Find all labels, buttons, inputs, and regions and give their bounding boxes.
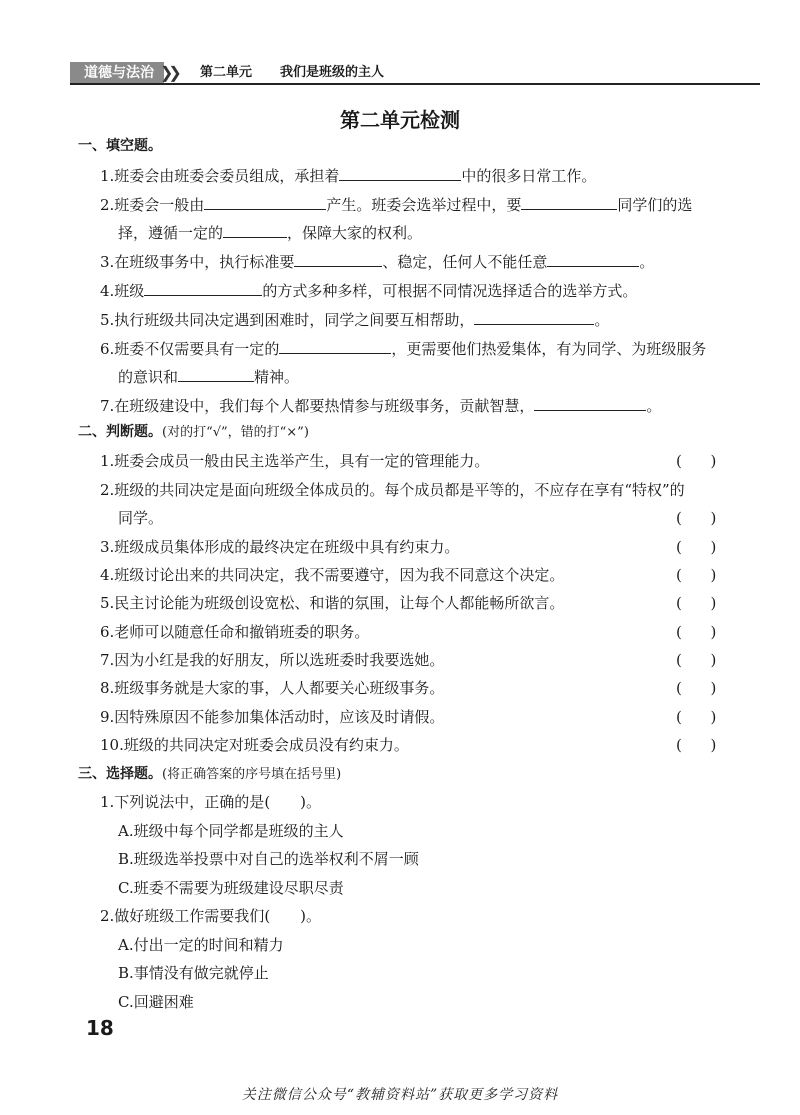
judge-item-2-cont: 同学。 bbox=[118, 509, 164, 527]
judge-item-4: 4.班级讨论出来的共同决定，我不需要遵守，因为我不同意这个决定。 bbox=[100, 566, 565, 584]
answer-parentheses[interactable]: ( ) bbox=[676, 452, 717, 470]
question-text: 。 bbox=[594, 311, 610, 329]
question-text: 。 bbox=[646, 397, 662, 415]
answer-blank[interactable] bbox=[294, 250, 382, 267]
fill-question-5 bbox=[100, 308, 609, 330]
question-text: 的意识和 bbox=[118, 368, 179, 386]
judge-item-10: 10.班级的共同决定对班委会成员没有约束力。 bbox=[100, 736, 409, 754]
answer-blank[interactable] bbox=[474, 308, 594, 325]
fill-question-6-cont bbox=[118, 365, 299, 387]
header-topic: 我们是班级的主人 bbox=[280, 65, 385, 80]
question-text: 产生。班委会选举过程中，要 bbox=[326, 196, 522, 214]
header-unit: 第二单元 bbox=[200, 65, 253, 80]
answer-parentheses[interactable]: ( ) bbox=[676, 679, 717, 697]
answer-blank[interactable] bbox=[521, 193, 617, 210]
choice-option[interactable]: B.班级选举投票中对自己的选举权利不屑一顾 bbox=[118, 850, 419, 868]
judge-item-9: 9.因特殊原因不能参加集体活动时，应该及时请假。 bbox=[100, 708, 445, 726]
answer-parentheses[interactable]: ( ) bbox=[676, 566, 717, 584]
judge-item-5: 5.民主讨论能为班级创设宽松、和谐的氛围，让每个人都能畅所欲言。 bbox=[100, 594, 565, 612]
question-text: 的方式多种多样，可根据不同情况选择适合的选举方式。 bbox=[262, 282, 638, 300]
header-divider bbox=[70, 83, 760, 85]
choice-question-1: 1.下列说法中，正确的是( )。 bbox=[100, 793, 322, 811]
choice-option[interactable]: C.班委不需要为班级建设尽职尽责 bbox=[118, 879, 344, 897]
section-title: 三、选择题。 bbox=[78, 766, 162, 782]
question-text: 。 bbox=[639, 253, 655, 271]
answer-parentheses[interactable]: ( ) bbox=[676, 623, 717, 641]
section-heading-fill: 一、填空题。 bbox=[78, 138, 162, 154]
question-text: 中的很多日常工作。 bbox=[461, 167, 597, 185]
answer-blank[interactable] bbox=[534, 394, 646, 411]
choice-option[interactable]: A.付出一定的时间和精力 bbox=[118, 936, 284, 954]
choice-question-2: 2.做好班级工作需要我们( )。 bbox=[100, 907, 322, 925]
question-text: 择，遵循一定的 bbox=[118, 224, 224, 242]
judge-item-2: 2.班级的共同决定是面向班级全体成员的。每个成员都是平等的，不应存在享有“特权”的 bbox=[100, 481, 685, 499]
question-text: 7.在班级建设中，我们每个人都要热情参与班级事务，贡献智慧， bbox=[100, 397, 535, 415]
section-title: 二、判断题。 bbox=[78, 424, 162, 440]
answer-parentheses[interactable]: ( ) bbox=[676, 708, 717, 726]
question-text: 4.班级 bbox=[100, 282, 145, 300]
answer-blank[interactable] bbox=[178, 365, 254, 382]
answer-parentheses[interactable]: ( ) bbox=[676, 651, 717, 669]
answer-blank[interactable] bbox=[223, 221, 287, 238]
section-heading-choice bbox=[78, 764, 341, 785]
question-text: 同学们的选 bbox=[617, 196, 693, 214]
fill-question-4 bbox=[100, 279, 637, 301]
choice-option[interactable]: C.回避困难 bbox=[118, 993, 194, 1011]
choice-option[interactable]: A.班级中每个同学都是班级的主人 bbox=[118, 822, 344, 840]
answer-blank[interactable] bbox=[547, 250, 639, 267]
fill-question-7 bbox=[100, 394, 661, 416]
page-title: 第二单元检测 bbox=[340, 108, 460, 132]
answer-parentheses[interactable]: ( ) bbox=[676, 538, 717, 556]
section-heading-judge bbox=[78, 422, 309, 443]
footer-note: 关注微信公众号“教辅资料站”获取更多学习资料 bbox=[241, 1087, 559, 1103]
question-text: 2.班委会一般由 bbox=[100, 196, 205, 214]
choice-option[interactable]: B.事情没有做完就停止 bbox=[118, 964, 269, 982]
fill-question-1 bbox=[100, 164, 596, 186]
double-chevron-icon: ❯❯ bbox=[160, 63, 177, 82]
question-text: 3.在班级事务中，执行标准要 bbox=[100, 253, 295, 271]
question-text: 5.执行班级共同决定遇到困难时，同学之间要互相帮助， bbox=[100, 311, 475, 329]
question-text: 1.班委会由班委会委员组成，承担着 bbox=[100, 167, 340, 185]
answer-blank[interactable] bbox=[279, 337, 391, 354]
page-header bbox=[70, 62, 760, 84]
judge-item-8: 8.班级事务就是大家的事，人人都要关心班级事务。 bbox=[100, 679, 445, 697]
judge-item-7: 7.因为小红是我的好朋友，所以选班委时我要选她。 bbox=[100, 651, 445, 669]
judge-item-3: 3.班级成员集体形成的最终决定在班级中具有约束力。 bbox=[100, 538, 460, 556]
answer-blank[interactable] bbox=[204, 193, 326, 210]
answer-parentheses[interactable]: ( ) bbox=[676, 509, 717, 527]
answer-parentheses[interactable]: ( ) bbox=[676, 594, 717, 612]
question-text: 6.班委不仅需要具有一定的 bbox=[100, 340, 280, 358]
fill-question-3 bbox=[100, 250, 654, 272]
question-text: ，保障大家的权利。 bbox=[287, 224, 423, 242]
fill-question-2-cont bbox=[118, 221, 422, 243]
header-subject: 道德与法治 bbox=[70, 62, 164, 84]
section-note: (对的打“√”，错的打“×”) bbox=[162, 425, 309, 440]
question-text: 、稳定，任何人不能任意 bbox=[382, 253, 548, 271]
section-note: (将正确答案的序号填在括号里) bbox=[162, 767, 342, 782]
answer-blank[interactable] bbox=[339, 164, 461, 181]
answer-blank[interactable] bbox=[144, 279, 262, 296]
question-text: ，更需要他们热爱集体，有为同学、为班级服务 bbox=[391, 340, 707, 358]
page-number: 18 bbox=[86, 1016, 114, 1040]
judge-item-1: 1.班委会成员一般由民主选举产生，具有一定的管理能力。 bbox=[100, 452, 490, 470]
question-text: 精神。 bbox=[254, 368, 300, 386]
fill-question-6 bbox=[100, 337, 706, 359]
answer-parentheses[interactable]: ( ) bbox=[676, 736, 717, 754]
fill-question-2 bbox=[100, 193, 692, 215]
judge-item-6: 6.老师可以随意任命和撤销班委的职务。 bbox=[100, 623, 370, 641]
